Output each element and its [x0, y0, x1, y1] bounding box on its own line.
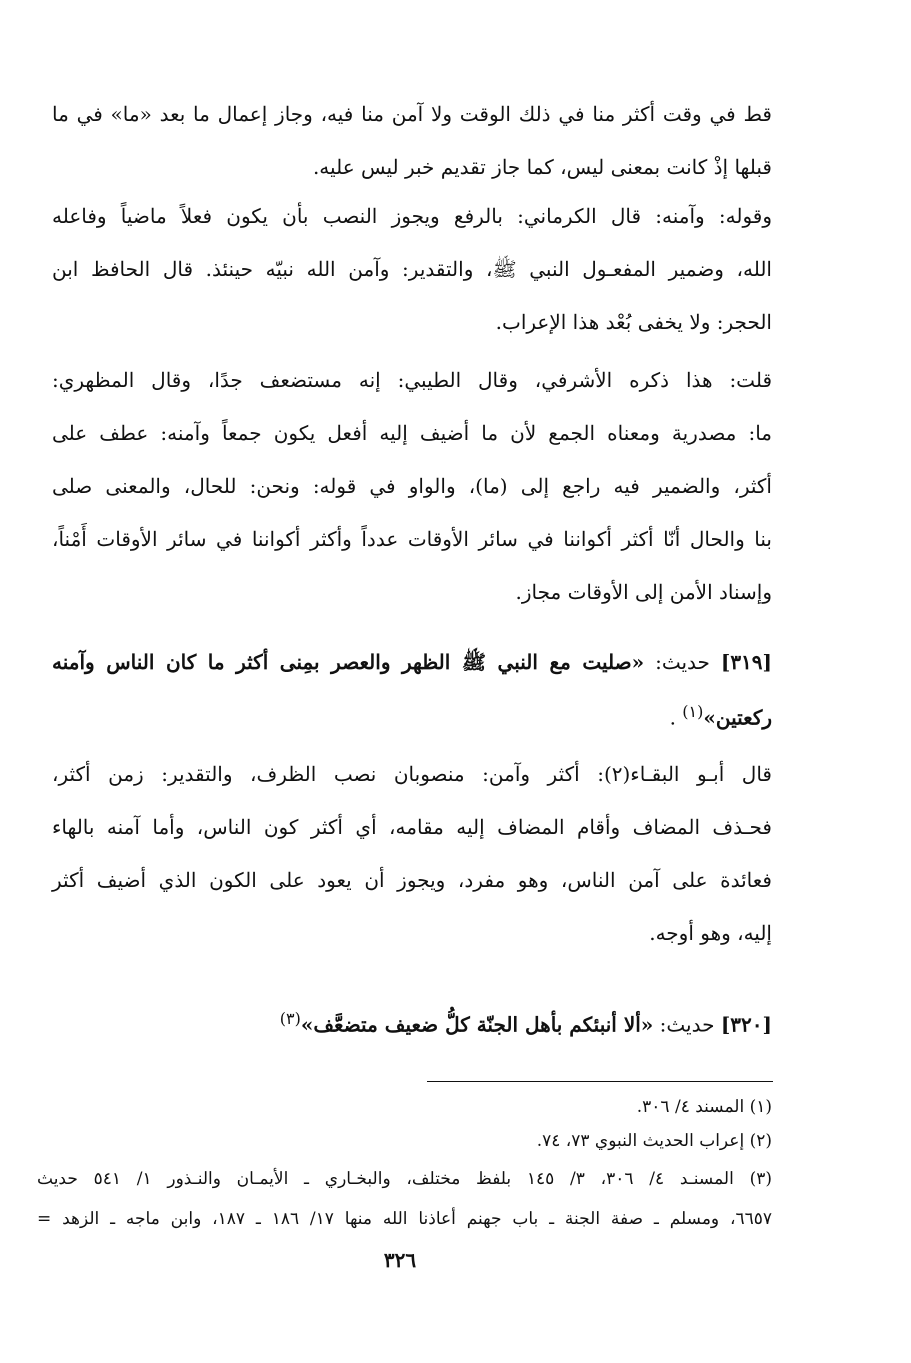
hadith-line	[52, 994, 772, 1050]
hadith-line	[52, 637, 772, 687]
text-line: الحجر: ولا يخفى بُعْد هذا الإعراب.	[495, 310, 772, 334]
hadith-label: حديث:	[655, 650, 710, 674]
text-line: وإسناد الأمن إلى الأوقات مجاز.	[515, 580, 772, 604]
hadith-line	[52, 687, 772, 743]
text-line: الله، وضمير المفعـول النبي ﷺ، والتقدير: وآمن الله نبيّه حينئذ. قال الحافظ ابن	[52, 257, 772, 281]
hadith-quote: «صليت مع النبي ﷺ الظهر والعصر بمِنى أكثر ما كان الناس وآمنه	[52, 650, 645, 674]
footnote-ref: (٣)	[279, 1009, 301, 1028]
footnote-3-continued: ٦٦٥٧، ومسلم ـ صفة الجنة ـ باب جهنم أعاذنا الله منها ١٧/ ١٨٦ ـ ١٨٧، وابن ماجه ـ الزهد =	[37, 1209, 772, 1229]
hadith-number: [٣١٩]	[720, 650, 773, 674]
footnote-ref: (١)	[682, 702, 704, 721]
text-line: قبلها إذْ كانت بمعنى ليس، كما جاز تقديم خبر ليس عليه.	[312, 155, 772, 179]
paragraph-1	[52, 88, 772, 194]
paragraph-2	[52, 190, 772, 349]
text-line: إليه، وهو أوجه.	[649, 921, 772, 945]
hadith-320-heading	[52, 994, 772, 1050]
text-line: أكثر، والضمير فيه راجع إلى (ما)، والواو في قوله: ونحن: للحال، والمعنى صلى	[52, 474, 772, 498]
hadith-quote: «ألا أنبئكم بأهل الجنّة كلُّ ضعيف متضعَّف»	[300, 1012, 654, 1037]
footnote-separator	[427, 1081, 773, 1082]
text-line: قال أبـو البقـاء(٢): أكثر وآمن: منصوبان نصب الظرف، والتقدير: زمن أكثر،	[52, 762, 772, 786]
text-line: بنا والحال أنّا أكثر أكواننا في سائر الأوقات عدداً وأكثر أكواننا في سائر الأوقات أَمْناً،	[52, 527, 772, 551]
hadith-quote: ركعتين»	[703, 705, 772, 730]
text-line: قط في وقت أكثر منا في ذلك الوقت ولا آمن منا فيه، وجاز إعمال ما بعد «ما» في ما	[52, 102, 772, 126]
hadith-end: .	[669, 705, 676, 730]
paragraph-4	[52, 748, 772, 960]
footnote-1: (١) المسند ٤/ ٣٠٦.	[636, 1097, 772, 1117]
text-line: ما: مصدرية ومعناه الجمع لأن ما أضيف إليه أفعل يكون جمعاً وآمنه: عطف على	[52, 421, 772, 445]
hadith-number: [٣٢٠]	[720, 1012, 772, 1037]
hadith-319-heading	[52, 637, 772, 743]
text-line: قلت: هذا ذكره الأشرفي، وقال الطيبي: إنه مستضعف جدًا، وقال المظهري:	[52, 368, 772, 392]
footnote-3: (٣) المسنـد ٤/ ٣٠٦، ٣/ ١٤٥ بلفظ مختلف، والبخـاري ـ الأيمـان والنـذور ١/ ٥٤١ حديث	[37, 1169, 772, 1189]
text-line: فحـذف المضاف وأقام المضاف إليه مقامه، أي أكثر كون الناس، وأما آمنه بالهاء	[52, 815, 772, 839]
paragraph-3	[52, 354, 772, 619]
page-number: ٣٢٦	[383, 1248, 417, 1272]
hadith-label: حديث:	[659, 1012, 715, 1037]
text-line: فعائدة على آمن الناس، وهو مفرد، ويجوز أن يعود على الكون الذي أضيف أكثر	[52, 868, 772, 892]
text-line: وقوله: وآمنه: قال الكرماني: بالرفع ويجوز النصب بأن يكون فعلاً ماضياً وفاعله	[52, 204, 772, 228]
footnote-2: (٢) إعراب الحديث النبوي ٧٣، ٧٤.	[536, 1131, 772, 1151]
